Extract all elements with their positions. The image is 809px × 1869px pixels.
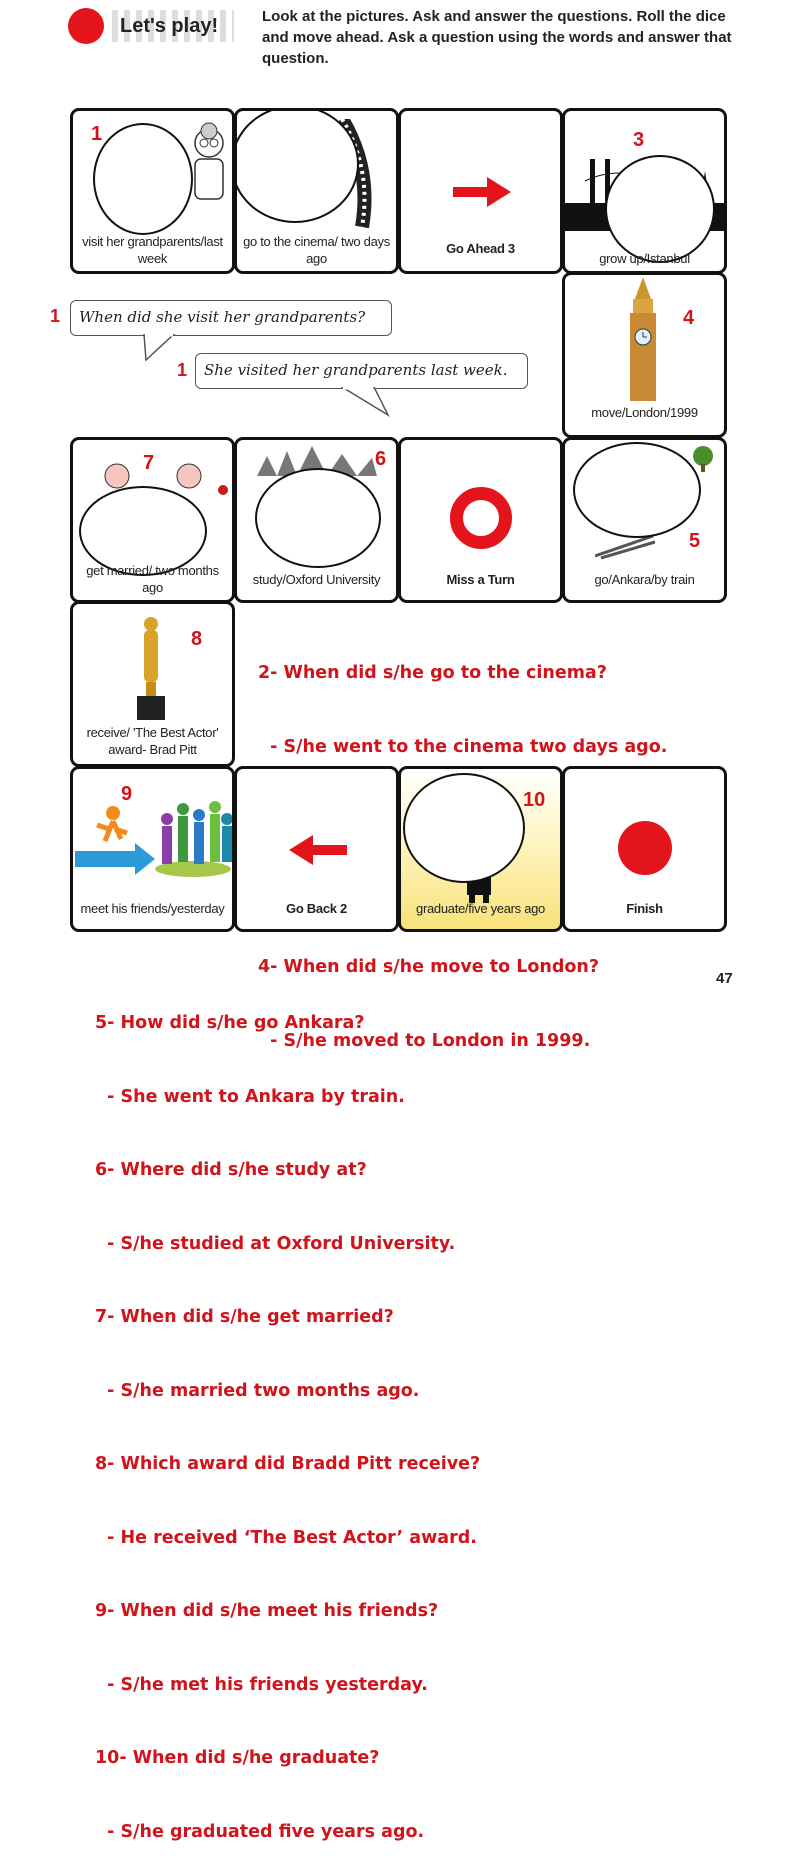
square-caption: go/Ankara/by train <box>594 572 695 587</box>
square-number: 7 <box>143 452 155 474</box>
photo-oval <box>573 442 701 538</box>
bubble-tail <box>140 334 180 362</box>
square-number: 6 <box>375 448 387 470</box>
square-number: 10 <box>523 789 546 811</box>
square-caption: Miss a Turn <box>446 572 515 587</box>
photo-oval <box>605 155 715 263</box>
square-caption: study/Oxford University <box>252 572 381 587</box>
answer-line: 2- When did s/he go to the cinema? <box>258 663 607 683</box>
section-title: Let's play! <box>112 10 234 42</box>
answer-line: 7- When did s/he get married? <box>95 1307 394 1327</box>
example-question-number: 1 <box>50 306 61 326</box>
answer-line: - S/he graduated five years ago. <box>95 1821 425 1842</box>
square-caption: go to the cinema/ two days ago <box>243 234 390 266</box>
bubble-tail <box>340 387 392 417</box>
square-5[interactable] <box>562 437 727 603</box>
square-6[interactable] <box>234 437 399 603</box>
square-caption: grow up/Istanbul <box>599 251 690 266</box>
square-7[interactable] <box>70 437 235 603</box>
answer-line: - S/he moved to London in 1999. <box>258 1030 591 1051</box>
answer-line: 6- Where did s/he study at? <box>95 1160 367 1180</box>
square-caption: Finish <box>626 901 663 916</box>
big-ben-icon <box>623 277 663 403</box>
photo-oval <box>93 123 193 235</box>
square-caption: move/London/1999 <box>591 405 698 420</box>
right-arrow-icon <box>453 177 511 207</box>
answer-line: 4- When did s/he move to London? <box>258 957 599 977</box>
photo-oval <box>255 468 381 568</box>
square-number: 8 <box>191 628 203 650</box>
answer-line: - S/he met his friends yesterday. <box>95 1674 428 1695</box>
answer-line: 5- How did s/he go Ankara? <box>95 1013 365 1033</box>
square-finish[interactable] <box>562 766 727 932</box>
answer-line: 8- Which award did Bradd Pitt receive? <box>95 1454 481 1474</box>
page-number: 47 <box>716 970 733 987</box>
square-caption: meet his friends/yesterday <box>80 901 225 916</box>
answer-line: - S/he went to the cinema two days ago. <box>258 736 668 757</box>
grandma-icon <box>185 121 235 201</box>
square-caption: get married/ two months ago <box>86 563 219 595</box>
answer-line: - S/he married two months ago. <box>95 1380 420 1401</box>
red-ring-icon <box>450 487 512 549</box>
square-caption: graduate/five years ago <box>416 901 545 916</box>
square-8[interactable] <box>70 601 235 767</box>
square-go-ahead[interactable] <box>398 108 563 274</box>
square-caption: receive/ 'The Best Actor' award- Brad Pitt <box>86 725 219 757</box>
red-dot-icon <box>618 821 672 875</box>
answer-line: - S/he studied at Oxford University. <box>95 1233 456 1254</box>
answer-line: 10- When did s/he graduate? <box>95 1748 380 1768</box>
square-caption: Go Ahead 3 <box>446 241 515 256</box>
square-1[interactable] <box>70 108 235 274</box>
square-number: 1 <box>91 123 103 145</box>
photo-oval <box>403 773 525 883</box>
people-group-icon <box>75 789 235 883</box>
square-number: 5 <box>689 530 701 552</box>
answer-line: 9- When did s/he meet his friends? <box>95 1601 439 1621</box>
square-number: 4 <box>683 307 695 329</box>
example-answer-number: 1 <box>177 360 188 380</box>
question-bubble: When did she visit her grandparents? <box>70 300 392 336</box>
answers-bottom <box>95 962 480 1869</box>
left-arrow-icon <box>289 835 347 865</box>
square-number: 3 <box>633 129 645 151</box>
square-number: 9 <box>121 783 133 805</box>
instructions: Look at the pictures. Ask and answer the questions. Roll the dice and move ahead. Ask a question using the words and answer that question. <box>262 8 732 67</box>
header-red-dot-icon <box>68 8 104 44</box>
square-4[interactable] <box>562 272 727 438</box>
square-caption: Go Back 2 <box>286 901 347 916</box>
square-go-back[interactable] <box>234 766 399 932</box>
answer-bubble: She visited her grandparents last week. <box>195 353 528 389</box>
answer-line: - He received ‘The Best Actor’ award. <box>95 1527 477 1548</box>
square-10[interactable] <box>398 766 563 932</box>
square-9[interactable] <box>70 766 235 932</box>
oscar-trophy-icon <box>129 614 173 726</box>
square-3[interactable] <box>562 108 727 274</box>
square-2[interactable] <box>234 108 399 274</box>
square-miss-a-turn[interactable] <box>398 437 563 603</box>
answer-line: - She went to Ankara by train. <box>95 1086 405 1107</box>
square-caption: visit her grandparents/last week <box>82 234 223 266</box>
